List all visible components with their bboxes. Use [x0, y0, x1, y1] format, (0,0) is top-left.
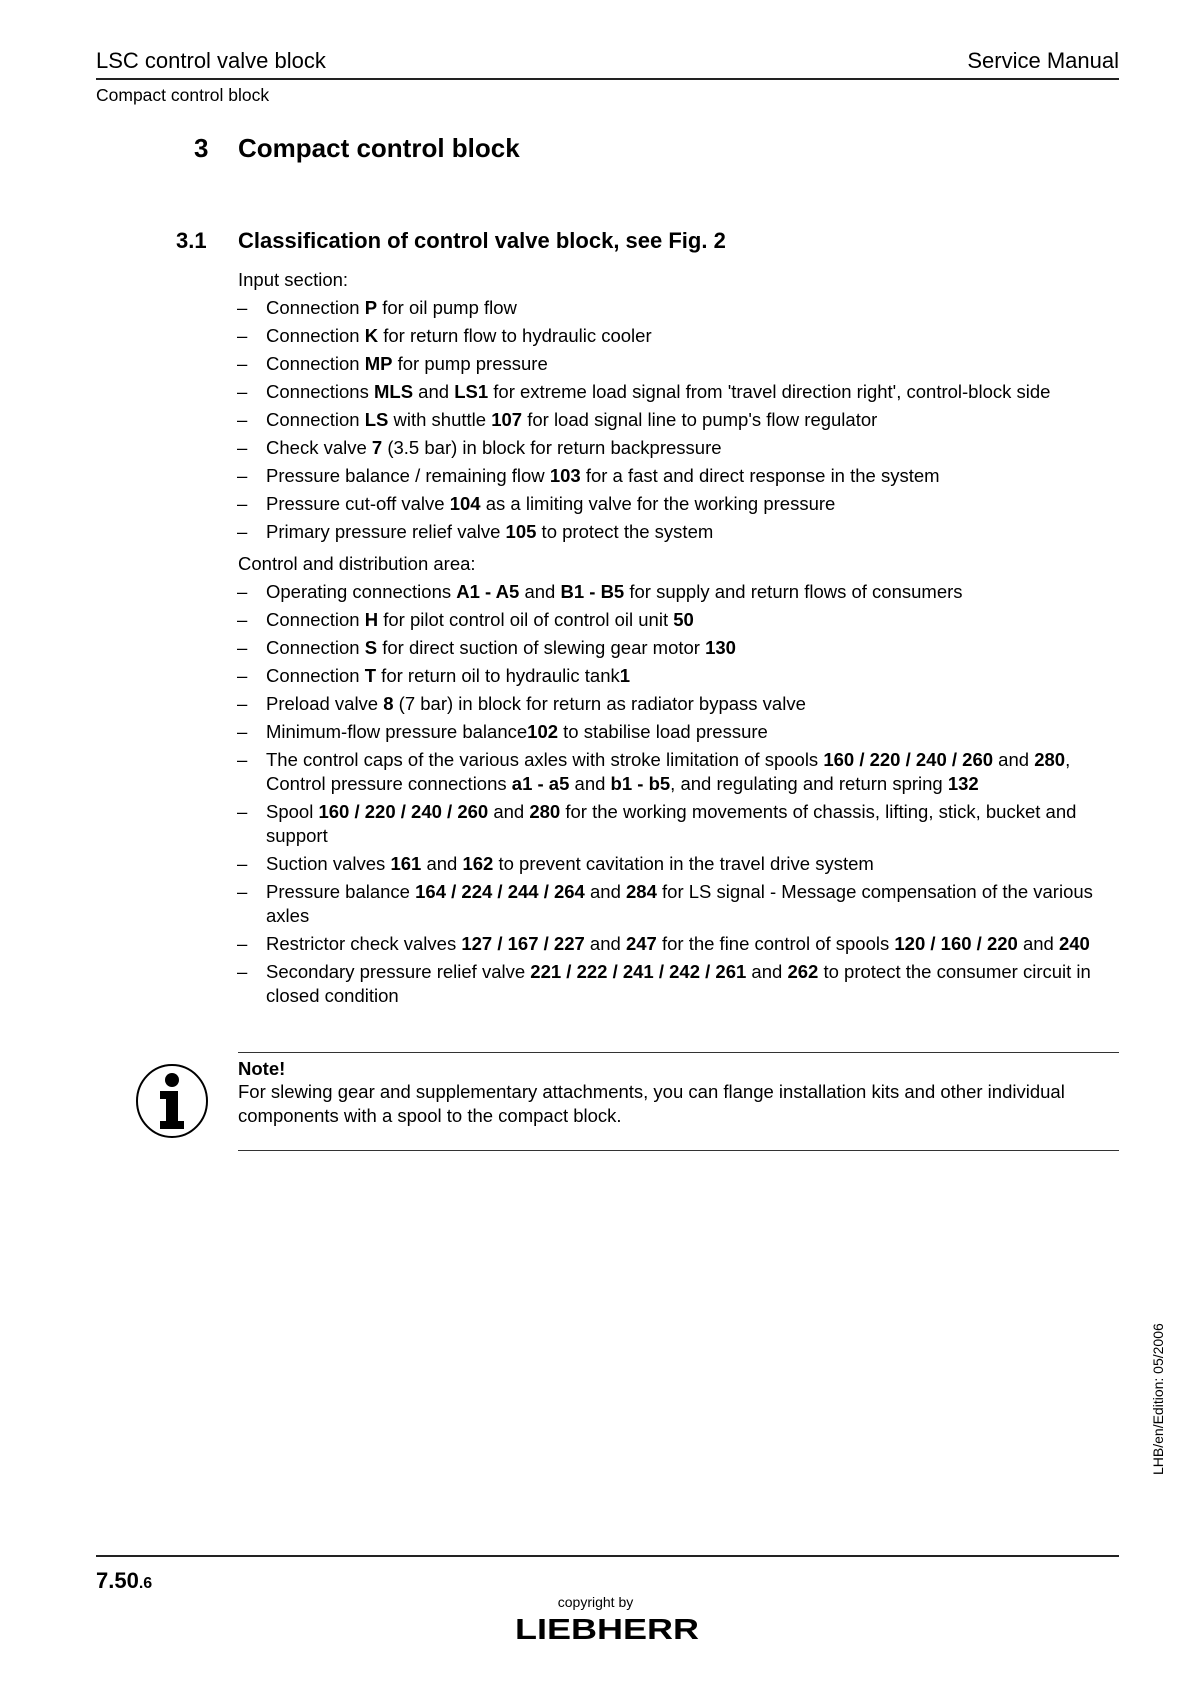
list-item: [238, 800, 1120, 848]
footer-divider: [96, 1555, 1119, 1557]
chapter-title: Compact control block: [238, 133, 520, 163]
input-section-list: [238, 296, 1120, 544]
ref-number: 160 / 220 / 240 / 260: [318, 801, 489, 822]
note-title: Note!: [238, 1058, 286, 1079]
item-text: Suction valves: [266, 853, 391, 874]
item-text: for load signal line to pump's flow regulator: [522, 409, 878, 430]
ref-number: P: [364, 297, 378, 318]
item-text: Connection: [266, 325, 365, 346]
copyright-text: copyright by: [557, 1594, 634, 1610]
section-heading: [176, 228, 726, 254]
header-divider: [96, 78, 1119, 80]
ref-number: 280: [529, 801, 561, 822]
item-text: for the fine control of spools: [656, 933, 895, 954]
ref-number: 1: [619, 665, 631, 686]
list-item: [238, 852, 1120, 876]
item-text: The control caps of the various axles with stroke limitation of spools: [266, 749, 824, 770]
ref-number: 164 / 224 / 244 / 264: [415, 881, 585, 902]
ref-number: H: [364, 609, 379, 630]
ref-number: 161: [390, 853, 422, 874]
ref-number: 130: [705, 637, 736, 658]
item-text: and: [584, 933, 626, 954]
item-text: Preload valve: [266, 693, 384, 714]
ref-number: K: [364, 325, 379, 346]
list-item: [238, 720, 1120, 744]
note-divider-bottom: [238, 1150, 1119, 1151]
item-text: Restrictor check valves: [266, 933, 462, 954]
item-text: and: [421, 853, 463, 874]
page-number-main: 7.50: [96, 1568, 139, 1593]
item-text: Connections: [266, 381, 374, 402]
item-text: Operating connections: [266, 581, 457, 602]
ref-number: a1 - a5: [511, 773, 570, 794]
ref-number: 7: [371, 437, 383, 458]
item-text: for pump pressure: [392, 353, 548, 374]
ref-number: LS: [364, 409, 389, 430]
item-text: Connection: [266, 297, 365, 318]
ref-number: 107: [491, 409, 523, 430]
item-text: to protect the consumer circuit in closed condition: [266, 961, 1091, 1006]
item-text: and: [488, 801, 530, 822]
ref-number: 247: [625, 933, 657, 954]
item-text: Pressure cut-off valve: [266, 493, 450, 514]
item-text: Connection: [266, 637, 365, 658]
item-text: Connection: [266, 353, 365, 374]
list-item: [238, 960, 1120, 1008]
item-text: Connection: [266, 609, 365, 630]
list-item: [238, 692, 1120, 716]
list-item: [238, 408, 1120, 432]
item-text: for pilot control oil of control oil unit: [378, 609, 674, 630]
ref-number: 104: [449, 493, 481, 514]
ref-number: 120 / 160 / 220: [894, 933, 1018, 954]
chapter-number: 3: [194, 133, 209, 163]
item-text: and: [519, 581, 561, 602]
header-manual-type: Service Manual: [967, 48, 1119, 73]
ref-number: LS1: [454, 381, 489, 402]
item-text: and: [413, 381, 455, 402]
item-text: as a limiting valve for the working pressure: [480, 493, 836, 514]
item-text: for supply and return flows of consumers: [624, 581, 963, 602]
control-section-list: [238, 580, 1120, 1008]
item-text: , Control pressure connections: [266, 749, 1071, 794]
ref-number: 102: [527, 721, 559, 742]
list-item: [238, 436, 1120, 460]
ref-number: 8: [383, 693, 394, 714]
item-text: and: [569, 773, 611, 794]
section-number: 3.1: [176, 228, 207, 253]
ref-number: 284: [626, 881, 657, 902]
section-body: [238, 268, 1120, 1012]
item-text: Pressure balance / remaining flow: [266, 465, 550, 486]
item-text: for return oil to hydraulic tank: [376, 665, 620, 686]
item-text: Primary pressure relief valve: [266, 521, 506, 542]
ref-number: 127 / 167 / 227: [461, 933, 585, 954]
ref-number: S: [364, 637, 378, 658]
list-item: [238, 580, 1120, 604]
item-text: and: [1017, 933, 1059, 954]
list-item: [238, 464, 1120, 488]
control-section-label: Control and distribution area:: [238, 553, 476, 574]
list-item: [238, 492, 1120, 516]
item-text: (3.5 bar) in block for return backpressure: [382, 437, 722, 458]
list-item: [238, 352, 1120, 376]
item-text: for the working movements of chassis, lifting, stick, bucket and support: [266, 801, 1077, 846]
ref-number: 262: [787, 961, 819, 982]
item-text: with shuttle: [388, 409, 492, 430]
ref-number: b1 - b5: [610, 773, 671, 794]
list-item: [238, 748, 1120, 796]
item-text: Secondary pressure relief valve: [266, 961, 531, 982]
note-divider-top: [238, 1052, 1119, 1053]
item-text: Connection: [266, 665, 365, 686]
item-text: Spool: [266, 801, 319, 822]
item-text: and: [746, 961, 788, 982]
page-number-sub: .6: [138, 1575, 153, 1592]
item-text: and: [993, 749, 1035, 770]
ref-number: MP: [364, 353, 393, 374]
ref-number: 132: [947, 773, 979, 794]
ref-number: 221 / 222 / 241 / 242 / 261: [530, 961, 747, 982]
item-text: to stabilise load pressure: [558, 721, 768, 742]
item-text: (7 bar) in block for return as radiator bypass valve: [393, 693, 806, 714]
item-text: for direct suction of slewing gear motor: [377, 637, 706, 658]
page-number: [96, 1568, 152, 1594]
item-text: for extreme load signal from 'travel direction right', control-block side: [488, 381, 1051, 402]
ref-number: 50: [673, 609, 694, 630]
item-text: Minimum-flow pressure balance: [266, 721, 528, 742]
chapter-heading: [194, 133, 520, 164]
info-icon: [134, 1063, 210, 1139]
liebherr-logo: [514, 1615, 700, 1641]
ref-number: A1 - A5: [456, 581, 520, 602]
ref-number: 280: [1034, 749, 1066, 770]
header-document-title: LSC control valve block: [96, 48, 326, 73]
ref-number: 103: [549, 465, 581, 486]
list-item: [238, 296, 1120, 320]
edition-label: LHB/en/Edition: 05/2006: [1150, 1323, 1166, 1475]
item-text: to protect the system: [536, 521, 714, 542]
list-item: [238, 380, 1120, 404]
list-item: [238, 520, 1120, 544]
note-text: For slewing gear and supplementary attachments, you can flange installation kits and other individual components with a spool to the compact block.: [238, 1081, 1065, 1126]
ref-number: 105: [505, 521, 537, 542]
item-text: for return flow to hydraulic cooler: [378, 325, 652, 346]
item-text: Pressure balance: [266, 881, 416, 902]
item-text: for LS signal - Message compensation of the various axles: [266, 881, 1093, 926]
section-title: Classification of control valve block, see Fig. 2: [238, 228, 726, 253]
list-item: [238, 636, 1120, 660]
item-text: and: [584, 881, 627, 902]
item-text: Check valve: [266, 437, 372, 458]
item-text: for a fast and direct response in the system: [580, 465, 940, 486]
ref-number: T: [364, 665, 377, 686]
list-item: [238, 932, 1120, 956]
ref-number: MLS: [373, 381, 414, 402]
ref-number: 160 / 220 / 240 / 260: [823, 749, 994, 770]
list-item: [238, 664, 1120, 688]
logo-text: LIEBHERR: [515, 1615, 700, 1641]
list-item: [238, 608, 1120, 632]
list-item: [238, 324, 1120, 348]
ref-number: B1 - B5: [560, 581, 625, 602]
item-text: to prevent cavitation in the travel drive system: [493, 853, 874, 874]
item-text: Connection: [266, 409, 365, 430]
item-text: for oil pump flow: [377, 297, 517, 318]
header-subtitle: Compact control block: [96, 85, 270, 105]
item-text: , and regulating and return spring: [670, 773, 948, 794]
input-section-label: Input section:: [238, 269, 349, 290]
list-item: [238, 880, 1120, 928]
ref-number: 162: [462, 853, 494, 874]
ref-number: 240: [1058, 933, 1090, 954]
